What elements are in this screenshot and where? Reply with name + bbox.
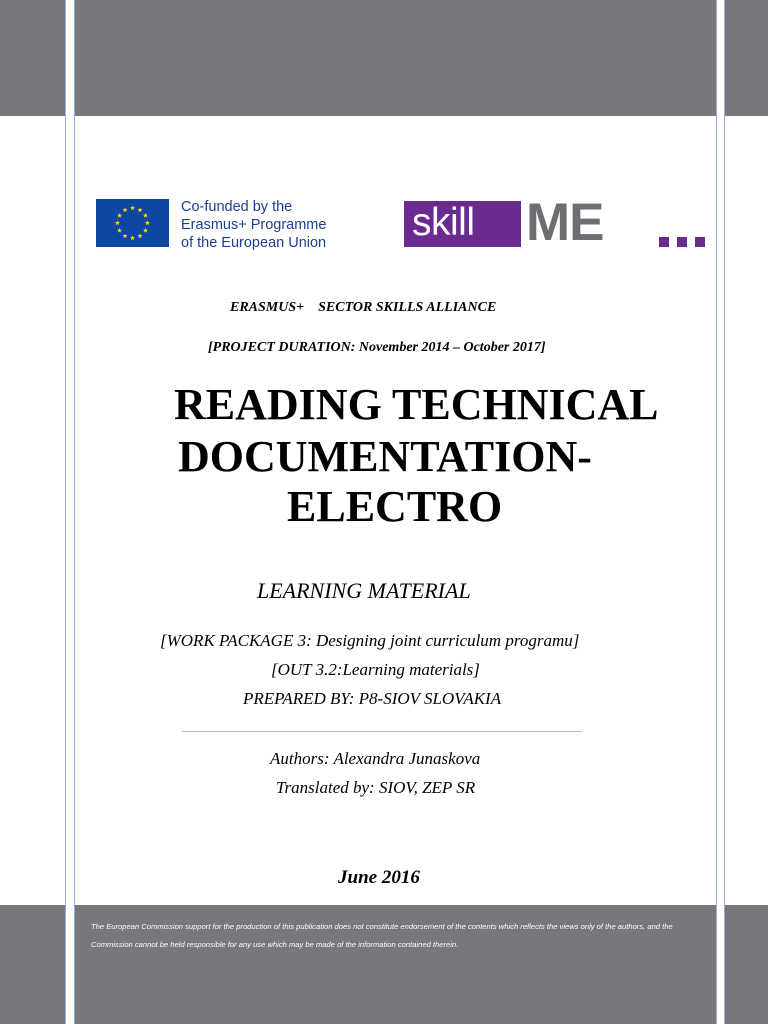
skillme-logo-skill: skill [412, 201, 475, 244]
page-inner-border-right [716, 0, 717, 1024]
page-top-fill [74, 0, 716, 116]
authors-label: Authors: Alexandra Junaskova [270, 749, 481, 768]
eu-star-icon [123, 207, 128, 212]
eu-star-icon [130, 205, 135, 210]
project-duration: [PROJECT DURATION: November 2014 – October 2017] [208, 340, 546, 355]
eu-flag-icon [96, 199, 169, 247]
eu-star-icon [145, 220, 150, 225]
page-inner-border-left [74, 0, 75, 1024]
section-divider [182, 731, 582, 732]
translated-by-label: Translated by: SIOV, ZEP SR [276, 778, 476, 797]
eu-star-icon [123, 233, 128, 238]
eu-star-icon [143, 228, 148, 233]
skillme-logo-dot [659, 237, 669, 247]
output-label: [OUT 3.2:Learning materials] [271, 660, 480, 679]
eu-star-icon [115, 220, 120, 225]
eu-star-icon [117, 228, 122, 233]
eu-star-icon [143, 213, 148, 218]
eu-star-icon [138, 233, 143, 238]
alliance-heading: ERASMUS+ SECTOR SKILLS ALLIANCE [230, 300, 497, 315]
publication-date: June 2016 [338, 867, 420, 888]
document-title-line: DOCUMENTATION- [178, 432, 592, 481]
document-title-line: ELECTRO [287, 482, 503, 531]
eu-logo-text-line: Erasmus+ Programme [181, 217, 327, 233]
skillme-logo-me: ME [526, 193, 604, 252]
eu-star-icon [117, 213, 122, 218]
skillme-logo-dot [677, 237, 687, 247]
eu-logo-text-line: of the European Union [181, 235, 327, 251]
eu-star-icon [138, 207, 143, 212]
learning-material-label: LEARNING MATERIAL [257, 578, 471, 603]
work-package-label: [WORK PACKAGE 3: Designing joint curriculum programu] [160, 631, 580, 650]
eu-star-icon [130, 235, 135, 240]
prepared-by-label: PREPARED BY: P8-SIOV SLOVAKIA [243, 689, 502, 708]
eu-logo-text-line: Co-funded by the [181, 199, 293, 215]
skillme-logo-dot [695, 237, 705, 247]
document-title-line: READING TECHNICAL [174, 380, 659, 429]
eu-disclaimer: The European Commission support for the production of this publication does not constitute endorsement of the contents which reflects the views only of the authors, and the Commission cannot be held responsible for any use which may be made of the information contained therein. [91, 922, 673, 949]
